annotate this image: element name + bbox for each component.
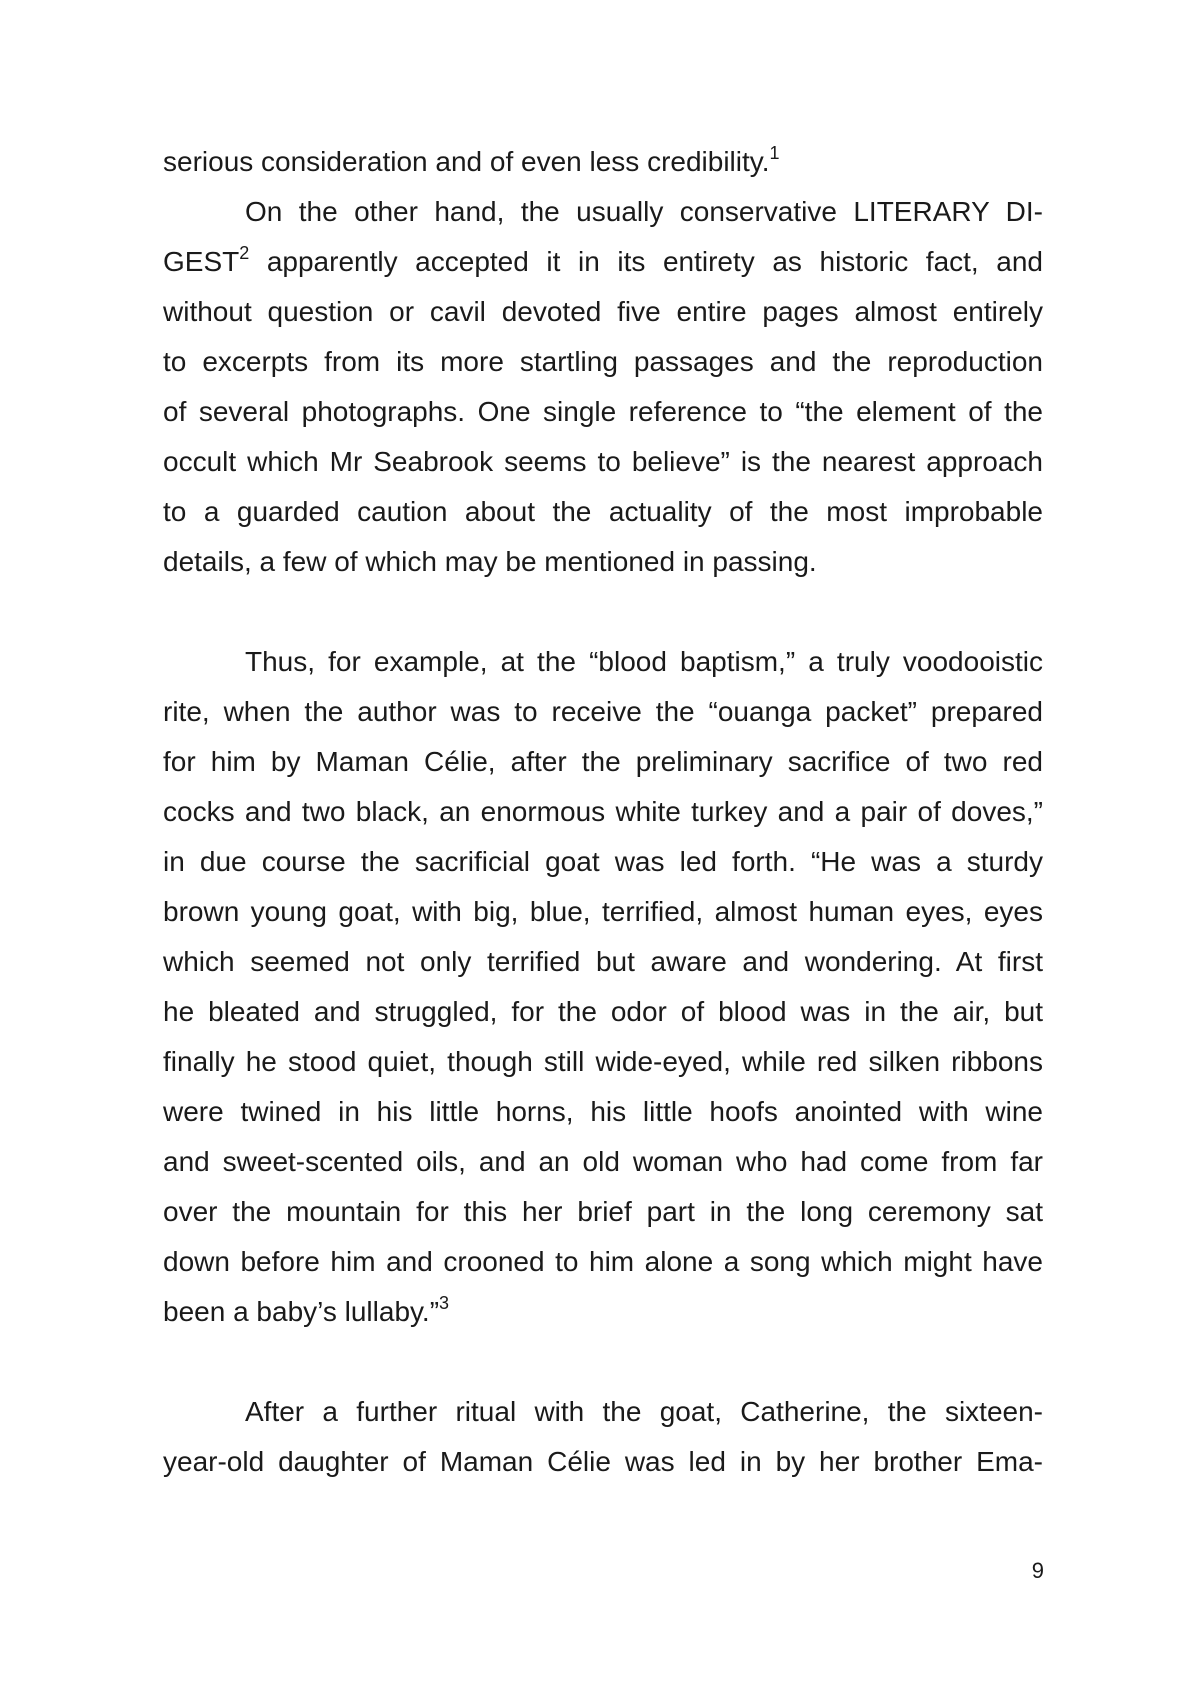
text-line: On the other hand, the usually conservative LITERARY DI- [245, 196, 1043, 227]
text-line: Thus, for example, at the “blood baptism,” a truly voodooistic [245, 646, 1043, 677]
text-line: he bleated and struggled, for the odor of blood was in the air, but [163, 996, 1043, 1027]
text-line: to a guarded caution about the actuality of the most improbable [163, 496, 1043, 527]
text-line: which seemed not only terrified but aware and wondering. At first [163, 946, 1043, 977]
paragraph-blood-baptism [163, 637, 1043, 1337]
text-line: to excerpts from its more startling passages and the reproduction [163, 346, 1043, 377]
text-line: cocks and two black, an enormous white turkey and a pair of doves,” [163, 796, 1043, 827]
text-line: After a further ritual with the goat, Catherine, the sixteen- [245, 1396, 1043, 1427]
footnote-marker: 1 [769, 142, 780, 163]
text-line: rite, when the author was to receive the “ouanga packet” prepared [163, 696, 1043, 727]
text-line: over the mountain for this her brief part in the long ceremony sat [163, 1196, 1043, 1227]
page-number: 9 [1031, 1558, 1044, 1583]
footnote-marker: 3 [439, 1292, 450, 1313]
text-line: without question or cavil devoted five entire pages almost entirely [163, 296, 1043, 327]
paragraph-literary-digest [163, 187, 1043, 587]
text-line: were twined in his little horns, his little hoofs anointed with wine [163, 1096, 1043, 1127]
text-line: been a baby’s lullaby.”$^3$ [163, 1292, 450, 1327]
footnote-marker: 2 [239, 242, 250, 263]
text-line: and sweet-scented oils, and an old woman who had come from far [163, 1146, 1043, 1177]
text-line: for him by Maman Célie, after the preliminary sacrifice of two red [163, 746, 1043, 777]
text-line: occult which Mr Seabrook seems to believe” is the nearest approach [163, 446, 1043, 477]
text-line: year-old daughter of Maman Célie was led in by her brother Ema- [163, 1446, 1043, 1477]
text-line: down before him and crooned to him alone a song which might have [163, 1246, 1043, 1277]
paragraph-catherine [163, 1387, 1043, 1487]
text-line: details, a few of which may be mentioned in passing. [163, 546, 817, 577]
text-line: GEST$^2$ apparently accepted it in its entirety as historic fact, and [163, 242, 1043, 277]
text-line: serious consideration and of even less credibility.$^1$ [163, 142, 780, 177]
text-line: finally he stood quiet, though still wide-eyed, while red silken ribbons [163, 1046, 1043, 1077]
paragraph-continuation [163, 137, 1043, 187]
text-line: in due course the sacrificial goat was led forth. “He was a sturdy [163, 846, 1043, 877]
text-line: brown young goat, with big, blue, terrified, almost human eyes, eyes [163, 896, 1043, 927]
text-line: of several photographs. One single reference to “the element of the [163, 396, 1043, 427]
